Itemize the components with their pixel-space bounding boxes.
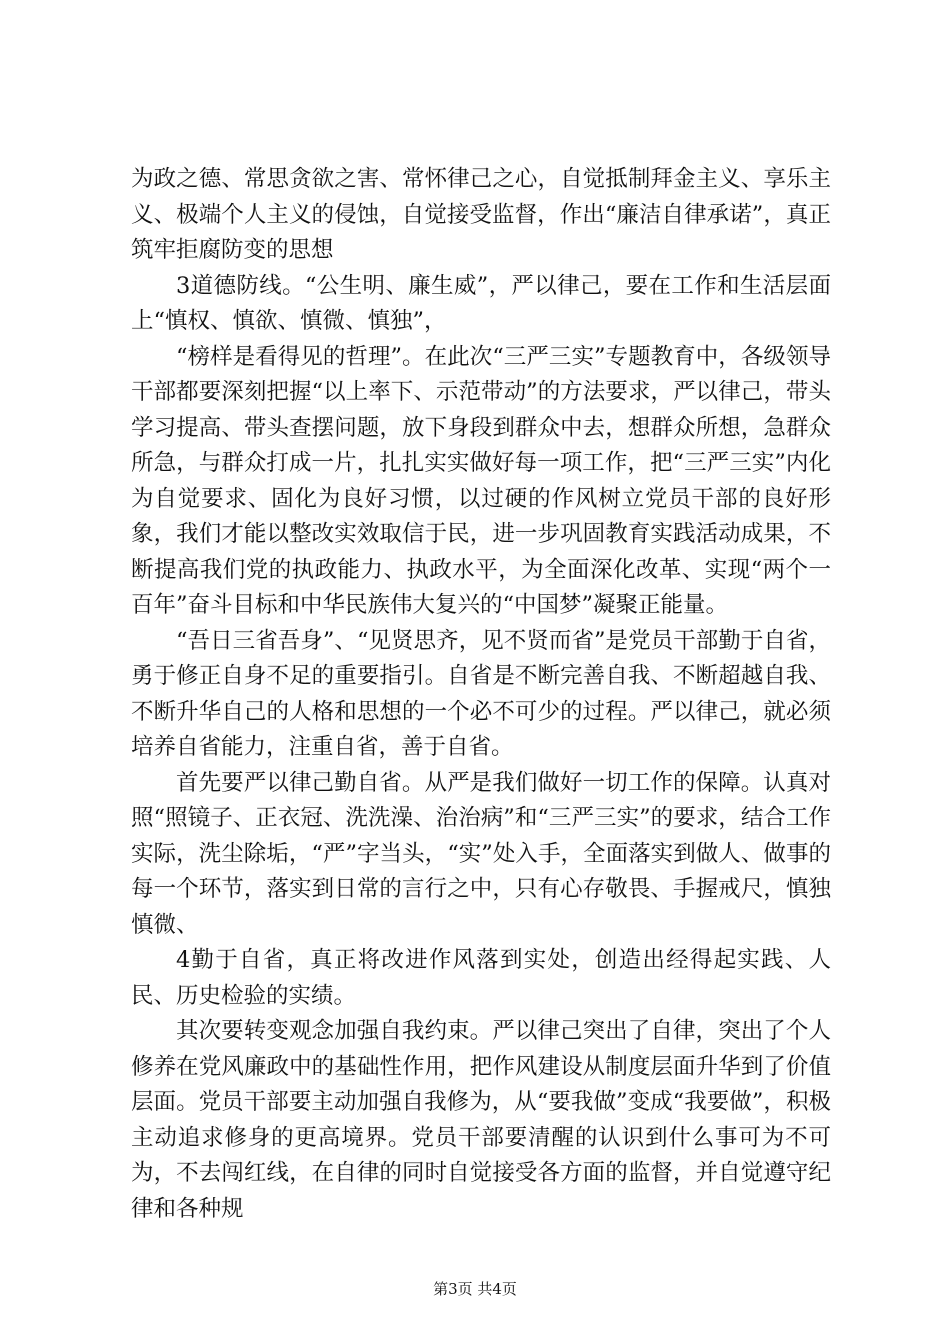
paragraph-5: 首先要严以律己勤自省。从严是我们做好一切工作的保障。认真对照“照镜子、正衣冠、洗洗澡、治治病”和“三严三实”的要求，结合工作实际，洗尘除垢，“严”字当头，“实”处入手，全面落实到做人、做事的每一个环节，落实到日常的言行之中，只有心存敬畏、手握戒尺，慎独慎微、	[131, 769, 831, 938]
page-footer: 第3页 共4页	[433, 1280, 517, 1298]
paragraph-1: 为政之德、常思贪欲之害、常怀律己之心，自觉抵制拜金主义、享乐主义、极端个人主义的侵蚀，自觉接受监督，作出“廉洁自律承诺”，真正筑牢拒腐防变的思想	[131, 166, 831, 263]
paragraph-6: 4勤于自省，真正将改进作风落到实处，创造出经得起实践、人民、历史检验的实绩。	[131, 947, 831, 1009]
paragraph-3: “榜样是看得见的哲理”。在此次“三严三实”专题教育中，各级领导干部都要深刻把握“以上率下、示范带动”的方法要求，严以律己，带头学习提高、带头查摆问题，放下身段到群众中去，想群众所想，急群众所急，与群众打成一片，扎扎实实做好每一项工作，把“三严三实”内化为自觉要求、固化为良好习惯，以过硬的作风树立党员干部的良好形象，我们才能以整改实效取信于民，进一步巩固教育实践活动成果，不断提高我们党的执政能力、执政水平，为全面深化改革、实现“两个一百年”奋斗目标和中华民族伟大复兴的“中国梦”凝聚正能量。	[131, 343, 831, 618]
paragraph-7: 其次要转变观念加强自我约束。严以律己突出了自律，突出了个人修养在党风廉政中的基础性作用，把作风建设从制度层面升华到了价值层面。党员干部要主动加强自我修为，从“要我做”变成“我要做”，积极主动追求修身的更高境界。党员干部要清醒的认识到什么事可为不可为，不去闯红线，在自律的同时自觉接受各方面的监督，并自觉遵守纪律和各种规	[131, 1018, 831, 1222]
paragraph-2: 3道德防线。“公生明、廉生威”，严以律己，要在工作和生活层面上“慎权、慎欲、慎微、慎独”，	[131, 272, 831, 334]
document-body	[131, 162, 831, 1227]
paragraph-4: “吾日三省吾身”、“见贤思齐，见不贤而省”是党员干部勤于自省，勇于修正自身不足的重要指引。自省是不断完善自我、不断超越自我、不断升华自己的人格和思想的一个必不可少的过程。严以律己，就必须培养自省能力，注重自省，善于自省。	[131, 627, 831, 760]
